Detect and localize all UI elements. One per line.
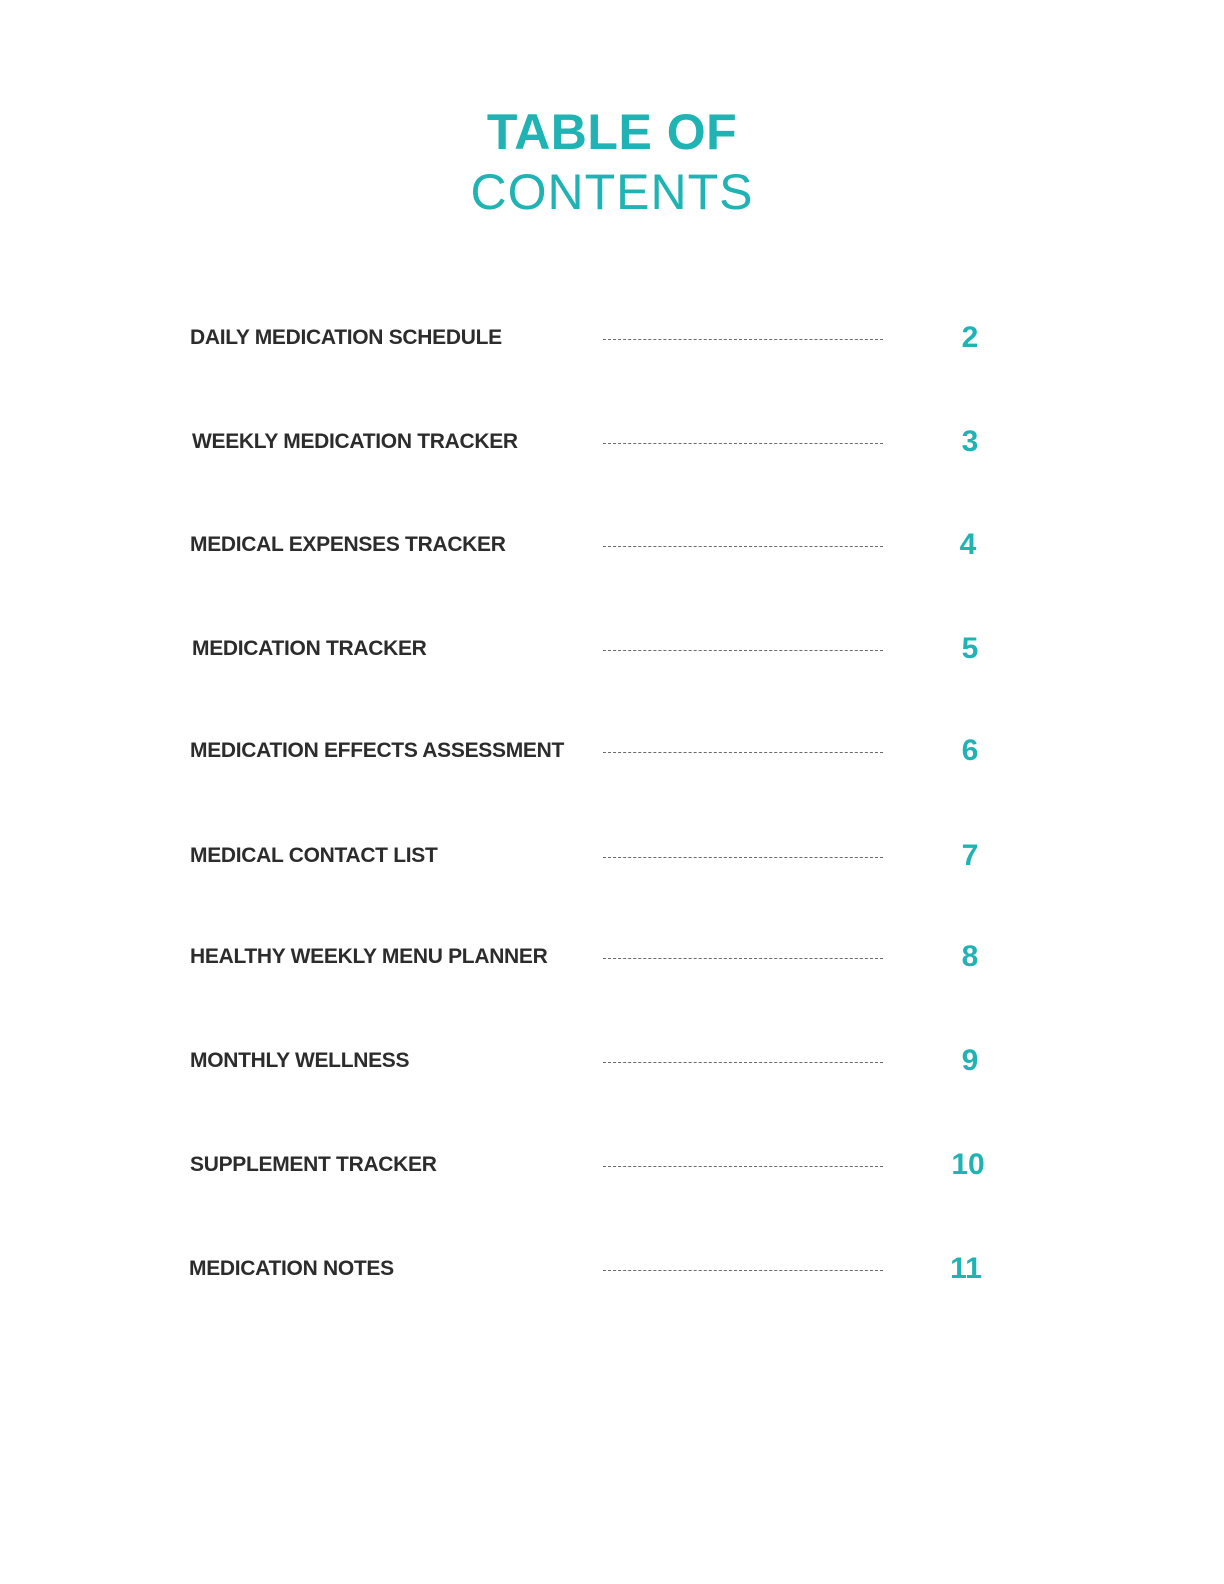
toc-entry-page-number: 7 [961, 839, 979, 872]
toc-entry-weekly-medication-tracker[interactable] [0, 422, 1224, 462]
toc-entry-label: MEDICATION EFFECTS ASSESSMENT [190, 739, 564, 762]
toc-dotted-leader [603, 1062, 883, 1063]
toc-entry-medication-effects-assessment[interactable] [0, 731, 1224, 771]
toc-dotted-leader [603, 339, 883, 340]
toc-entry-page-number: 2 [961, 321, 979, 354]
toc-dotted-leader [603, 443, 883, 444]
toc-entry-label: MEDICATION TRACKER [192, 637, 427, 660]
toc-entry-label: MEDICAL CONTACT LIST [190, 844, 438, 867]
toc-entry-label: SUPPLEMENT TRACKER [190, 1153, 437, 1176]
toc-entry-medication-notes[interactable] [0, 1249, 1224, 1289]
toc-entry-supplement-tracker[interactable] [0, 1145, 1224, 1185]
toc-entry-label: DAILY MEDICATION SCHEDULE [190, 326, 502, 349]
toc-dotted-leader [603, 752, 883, 753]
toc-entry-label: MEDICATION NOTES [189, 1257, 394, 1280]
toc-entry-page-number: 6 [961, 734, 979, 767]
toc-dotted-leader [603, 857, 883, 858]
toc-entry-monthly-wellness[interactable] [0, 1041, 1224, 1081]
toc-dotted-leader [603, 546, 883, 547]
toc-entry-page-number: 9 [961, 1044, 979, 1077]
toc-entry-label: HEALTHY WEEKLY MENU PLANNER [190, 945, 548, 968]
toc-dotted-leader [603, 958, 883, 959]
toc-entry-page-number: 11 [950, 1252, 982, 1285]
toc-entry-page-number: 8 [961, 940, 979, 973]
toc-dotted-leader [603, 1270, 883, 1271]
toc-dotted-leader [603, 650, 883, 651]
toc-entry-page-number: 10 [951, 1148, 985, 1181]
toc-entry-page-number: 4 [959, 528, 977, 561]
toc-entry-page-number: 5 [961, 632, 979, 665]
toc-entry-label: MONTHLY WELLNESS [190, 1049, 410, 1072]
toc-entry-medication-tracker[interactable] [0, 629, 1224, 669]
toc-entry-healthy-weekly-menu-planner[interactable] [0, 937, 1224, 977]
toc-entry-daily-medication-schedule[interactable] [0, 318, 1224, 358]
toc-entry-medical-contact-list[interactable] [0, 836, 1224, 876]
page-title-line1: TABLE OF [486, 104, 738, 160]
toc-entry-medical-expenses-tracker[interactable] [0, 525, 1224, 565]
toc-entry-label: MEDICAL EXPENSES TRACKER [190, 533, 506, 556]
toc-entry-page-number: 3 [961, 425, 979, 458]
toc-dotted-leader [603, 1166, 883, 1167]
toc-entry-label: WEEKLY MEDICATION TRACKER [192, 430, 518, 453]
page-title-line2: CONTENTS [470, 164, 754, 220]
